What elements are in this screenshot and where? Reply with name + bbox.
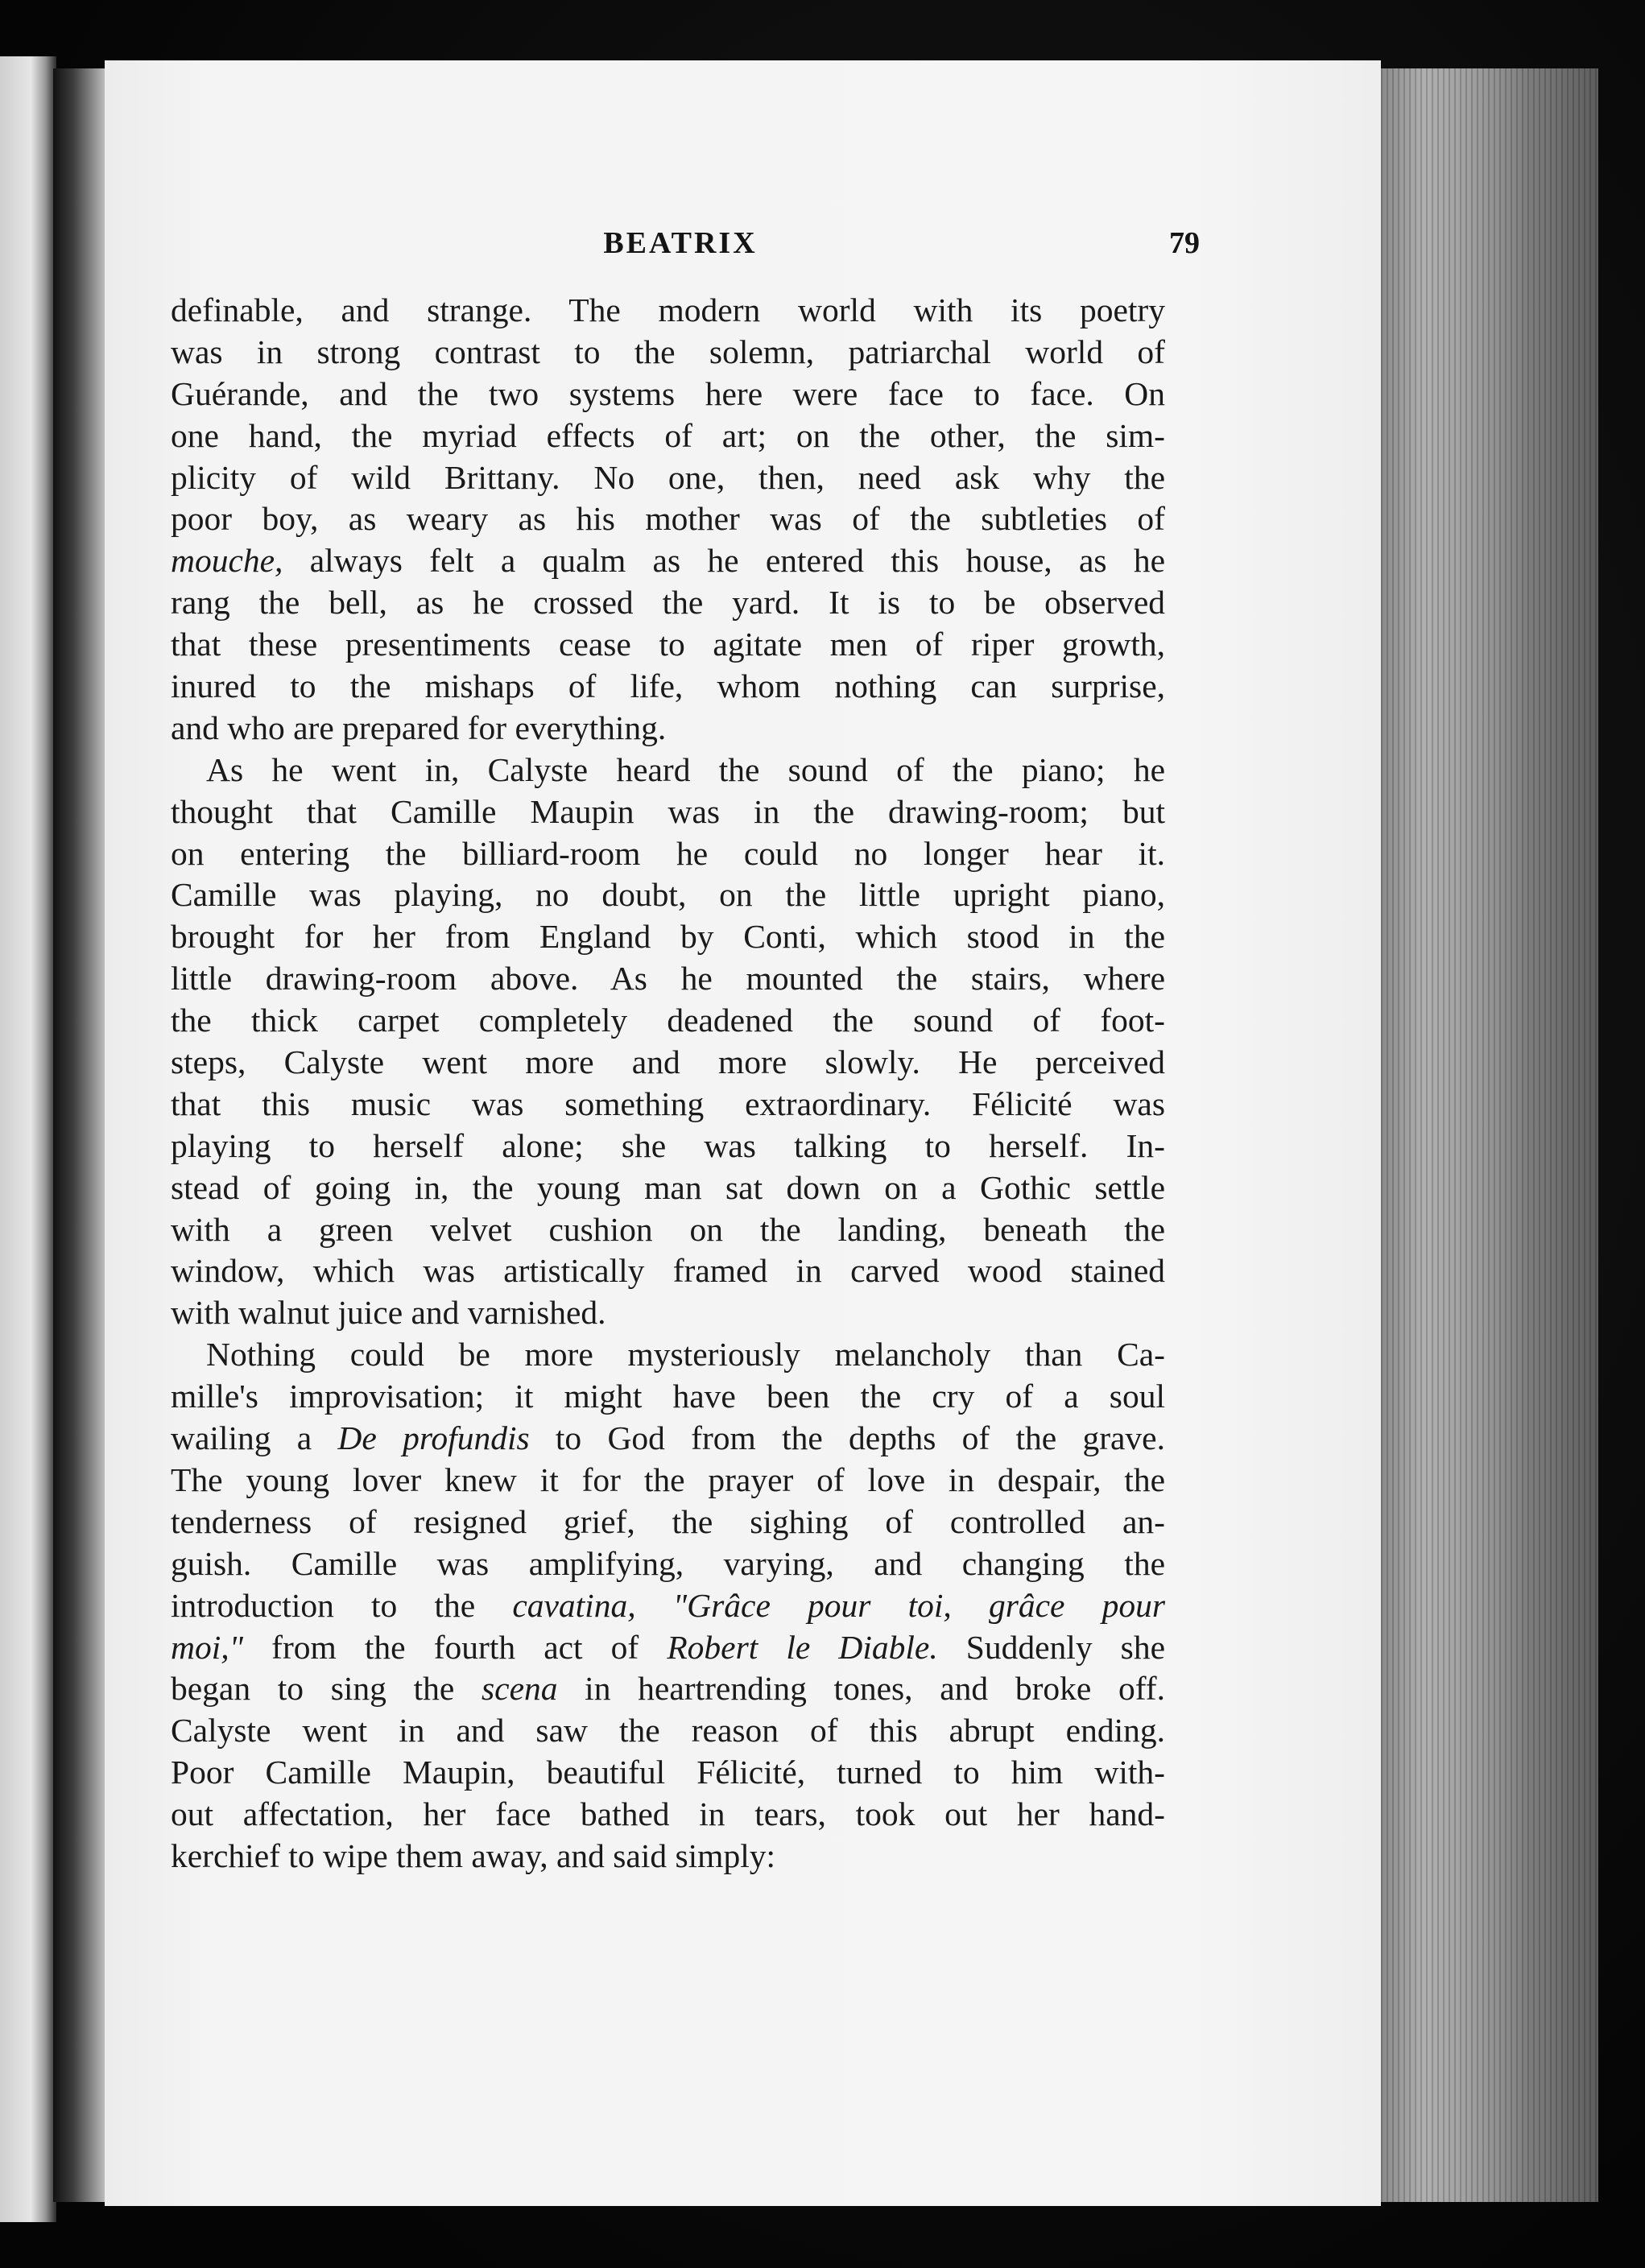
- italic-word: scena: [482, 1670, 558, 1708]
- body-text: [171, 290, 1165, 1878]
- text-line: and who are prepared for everything.: [171, 708, 667, 746]
- text-line: playing to herself alone; she was talking to herself. In-: [171, 1126, 1165, 1164]
- book-gutter: [53, 68, 110, 2202]
- text-line: mouche, always felt a qualm as he entered this house, as he: [171, 542, 1165, 580]
- text-line: poor boy, as weary as his mother was of the subtleties of: [171, 500, 1165, 538]
- text-line: was in strong contrast to the solemn, patriarchal world of: [171, 333, 1165, 370]
- page-number: 79: [1169, 226, 1200, 260]
- text-line: with walnut juice and varnished.: [171, 1294, 606, 1332]
- text-line: introduction to the cavatina, "Grâce pour toi, grâce pour: [171, 1586, 1165, 1624]
- italic-word: De profundis: [337, 1419, 530, 1457]
- text-line: with a green velvet cushion on the landing, beneath the: [171, 1210, 1165, 1248]
- text-line: definable, and strange. The modern world with its poetry: [171, 291, 1165, 328]
- text-line: Camille was playing, no doubt, on the little upright piano,: [171, 876, 1165, 914]
- text-line: rang the bell, as he crossed the yard. It is to be observed: [171, 584, 1165, 622]
- previous-page-edge: [0, 56, 56, 2222]
- text-line: brought for her from England by Conti, which stood in the: [171, 918, 1165, 956]
- text-line: out affectation, her face bathed in tears, took out her hand-: [171, 1795, 1165, 1833]
- text-line: plicity of wild Brittany. No one, then, need ask why the: [171, 458, 1165, 496]
- text-line: inured to the mishaps of life, whom nothing can surprise,: [171, 667, 1165, 705]
- italic-word: moi,": [171, 1628, 244, 1666]
- text-line: Nothing could be more mysteriously melancholy than Ca-: [206, 1336, 1165, 1374]
- text-line: little drawing-room above. As he mounted the stairs, where: [171, 960, 1165, 998]
- page-stack-edges: [1381, 68, 1598, 2202]
- text-line: guish. Camille was amplifying, varying, and changing the: [171, 1544, 1165, 1582]
- running-head-title: BEATRIX: [603, 226, 758, 260]
- italic-word: cavatina,: [512, 1586, 636, 1624]
- italic-word: mouche,: [171, 542, 283, 580]
- text-line: began to sing the scena in heartrending tones, and broke off.: [171, 1670, 1166, 1708]
- text-line: Poor Camille Maupin, beautiful Félicité, turned to him with-: [171, 1754, 1165, 1791]
- text-line: thought that Camille Maupin was in the drawing-room; but: [171, 792, 1165, 830]
- text-line: one hand, the myriad effects of art; on the other, the sim-: [171, 416, 1165, 454]
- text-line: Guérande, and the two systems here were face to face. On: [171, 374, 1165, 412]
- text-line: window, which was artistically framed in carved wood stained: [171, 1252, 1165, 1290]
- text-line: kerchief to wipe them away, and said simply:: [171, 1836, 776, 1874]
- italic-word: Robert le Diable.: [667, 1628, 938, 1666]
- text-line: As he went in, Calyste heard the sound of the piano; he: [206, 750, 1165, 788]
- text-line: The young lover knew it for the prayer of love in despair, the: [171, 1460, 1165, 1498]
- italic-word: "Grâce pour toi, grâce pour: [672, 1586, 1165, 1624]
- text-line: Calyste went in and saw the reason of this abrupt ending.: [171, 1712, 1165, 1750]
- text-line: mille's improvisation; it might have been the cry of a soul: [171, 1378, 1165, 1415]
- text-line: stead of going in, the young man sat down on a Gothic settle: [171, 1168, 1165, 1206]
- text-line: that these presentiments cease to agitate men of riper growth,: [171, 626, 1165, 663]
- text-line: tenderness of resigned grief, the sighing of controlled an-: [171, 1502, 1165, 1540]
- text-line: steps, Calyste went more and more slowly. He perceived: [171, 1043, 1165, 1081]
- running-head: [161, 225, 1200, 274]
- text-line: that this music was something extraordinary. Félicité was: [171, 1084, 1165, 1122]
- text-line: the thick carpet completely deadened the sound of foot-: [171, 1002, 1165, 1039]
- text-line: wailing a De profundis to God from the depths of the grave.: [171, 1419, 1165, 1457]
- text-line: moi," from the fourth act of Robert le Diable. Suddenly she: [171, 1628, 1165, 1666]
- text-line: on entering the billiard-room he could no longer hear it.: [171, 834, 1165, 872]
